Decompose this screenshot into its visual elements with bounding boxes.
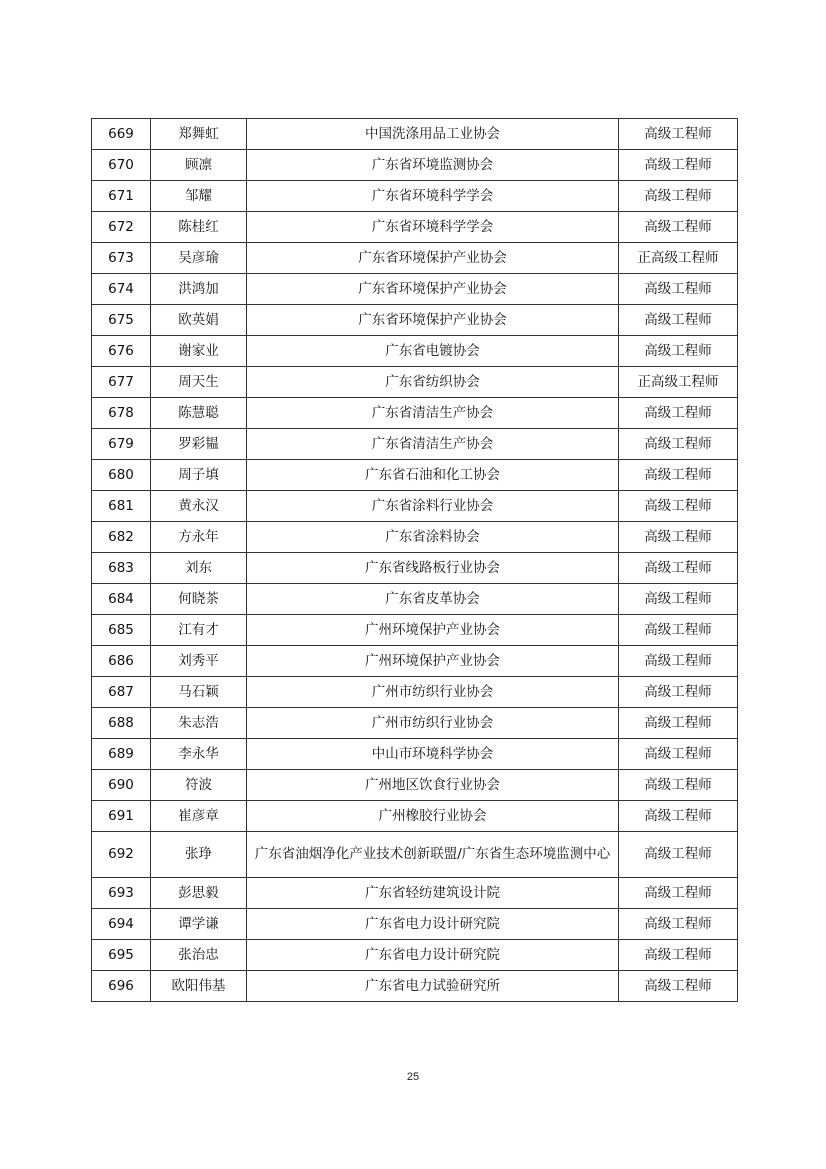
row-number-cell: 688	[92, 708, 151, 739]
person-name-cell: 洪鸿加	[151, 274, 247, 305]
table-row	[92, 878, 738, 909]
organization-cell: 广州环境保护产业协会	[247, 646, 619, 677]
table-row	[92, 646, 738, 677]
organization-cell: 广东省环境保护产业协会	[247, 243, 619, 274]
table-row	[92, 212, 738, 243]
person-name-cell: 欧阳伟基	[151, 971, 247, 1002]
table-row	[92, 801, 738, 832]
person-name-cell: 刘东	[151, 553, 247, 584]
page-number: 25	[406, 1071, 420, 1083]
organization-cell: 广州市纺织行业协会	[247, 708, 619, 739]
job-title-cell: 正高级工程师	[619, 367, 738, 398]
job-title-cell: 高级工程师	[619, 677, 738, 708]
organization-cell: 广东省涂料协会	[247, 522, 619, 553]
person-name-cell: 何晓茶	[151, 584, 247, 615]
row-number-cell: 683	[92, 553, 151, 584]
person-name-cell: 欧英娟	[151, 305, 247, 336]
person-name-cell: 周天生	[151, 367, 247, 398]
row-number-cell: 693	[92, 878, 151, 909]
table-row	[92, 909, 738, 940]
table-row	[92, 739, 738, 770]
person-name-cell: 张治忠	[151, 940, 247, 971]
row-number-cell: 684	[92, 584, 151, 615]
row-number-cell: 679	[92, 429, 151, 460]
table-row	[92, 429, 738, 460]
organization-cell: 广东省电力设计研究院	[247, 940, 619, 971]
row-number-cell: 674	[92, 274, 151, 305]
organization-cell: 广东省油烟净化产业技术创新联盟/广东省生态环境监测中心	[247, 832, 619, 878]
organization-cell: 广东省纺织协会	[247, 367, 619, 398]
row-number-cell: 694	[92, 909, 151, 940]
organization-cell: 中山市环境科学协会	[247, 739, 619, 770]
person-name-cell: 李永华	[151, 739, 247, 770]
job-title-cell: 高级工程师	[619, 770, 738, 801]
organization-cell: 广东省环境科学学会	[247, 181, 619, 212]
table-row	[92, 708, 738, 739]
person-name-cell: 刘秀平	[151, 646, 247, 677]
row-number-cell: 686	[92, 646, 151, 677]
row-number-cell: 687	[92, 677, 151, 708]
row-number-cell: 689	[92, 739, 151, 770]
row-number-cell: 680	[92, 460, 151, 491]
row-number-cell: 669	[92, 119, 151, 150]
organization-cell: 广东省电力设计研究院	[247, 909, 619, 940]
table-row	[92, 940, 738, 971]
organization-cell: 广东省电力试验研究所	[247, 971, 619, 1002]
job-title-cell: 高级工程师	[619, 491, 738, 522]
job-title-cell: 高级工程师	[619, 398, 738, 429]
table-row	[92, 119, 738, 150]
organization-cell: 广东省环境监测协会	[247, 150, 619, 181]
job-title-cell: 高级工程师	[619, 801, 738, 832]
row-number-cell: 672	[92, 212, 151, 243]
row-number-cell: 670	[92, 150, 151, 181]
organization-cell: 广东省清洁生产协会	[247, 398, 619, 429]
row-number-cell: 676	[92, 336, 151, 367]
row-number-cell: 685	[92, 615, 151, 646]
table-row	[92, 243, 738, 274]
job-title-cell: 高级工程师	[619, 212, 738, 243]
person-name-cell: 张琤	[151, 832, 247, 878]
organization-cell: 中国洗涤用品工业协会	[247, 119, 619, 150]
row-number-cell: 696	[92, 971, 151, 1002]
table-row	[92, 150, 738, 181]
job-title-cell: 高级工程师	[619, 909, 738, 940]
person-name-cell: 顾凛	[151, 150, 247, 181]
job-title-cell: 高级工程师	[619, 615, 738, 646]
organization-cell: 广东省石油和化工协会	[247, 460, 619, 491]
person-name-cell: 黄永汉	[151, 491, 247, 522]
job-title-cell: 高级工程师	[619, 274, 738, 305]
person-name-cell: 朱志浩	[151, 708, 247, 739]
person-name-cell: 罗彩韫	[151, 429, 247, 460]
organization-cell: 广东省皮革协会	[247, 584, 619, 615]
job-title-cell: 高级工程师	[619, 584, 738, 615]
job-title-cell: 高级工程师	[619, 832, 738, 878]
row-number-cell: 695	[92, 940, 151, 971]
job-title-cell: 高级工程师	[619, 429, 738, 460]
table-row	[92, 615, 738, 646]
table-row	[92, 305, 738, 336]
row-number-cell: 690	[92, 770, 151, 801]
table-row	[92, 584, 738, 615]
row-number-cell: 675	[92, 305, 151, 336]
organization-cell: 广东省线路板行业协会	[247, 553, 619, 584]
person-name-cell: 谭学谦	[151, 909, 247, 940]
table-row	[92, 971, 738, 1002]
table-row	[92, 398, 738, 429]
person-name-cell: 郑舞虹	[151, 119, 247, 150]
organization-cell: 广州环境保护产业协会	[247, 615, 619, 646]
table-row	[92, 336, 738, 367]
job-title-cell: 高级工程师	[619, 305, 738, 336]
job-title-cell: 高级工程师	[619, 646, 738, 677]
table-row	[92, 522, 738, 553]
row-number-cell: 678	[92, 398, 151, 429]
job-title-cell: 高级工程师	[619, 553, 738, 584]
organization-cell: 广东省环境保护产业协会	[247, 305, 619, 336]
person-name-cell: 陈慧聪	[151, 398, 247, 429]
person-name-cell: 周子填	[151, 460, 247, 491]
table-row	[92, 181, 738, 212]
table-row	[92, 832, 738, 878]
job-title-cell: 高级工程师	[619, 522, 738, 553]
organization-cell: 广东省电镀协会	[247, 336, 619, 367]
person-name-cell: 彭思毅	[151, 878, 247, 909]
person-name-cell: 谢家业	[151, 336, 247, 367]
table-row	[92, 367, 738, 398]
organization-cell: 广东省环境保护产业协会	[247, 274, 619, 305]
table-row	[92, 274, 738, 305]
row-number-cell: 682	[92, 522, 151, 553]
job-title-cell: 高级工程师	[619, 940, 738, 971]
organization-cell: 广州地区饮食行业协会	[247, 770, 619, 801]
table-row	[92, 770, 738, 801]
organization-cell: 广东省轻纺建筑设计院	[247, 878, 619, 909]
person-name-cell: 邹耀	[151, 181, 247, 212]
expert-roster-table	[91, 118, 738, 1002]
organization-cell: 广东省涂料行业协会	[247, 491, 619, 522]
job-title-cell: 高级工程师	[619, 119, 738, 150]
job-title-cell: 高级工程师	[619, 460, 738, 491]
job-title-cell: 高级工程师	[619, 739, 738, 770]
person-name-cell: 方永年	[151, 522, 247, 553]
organization-cell: 广东省清洁生产协会	[247, 429, 619, 460]
roster-table-body	[92, 119, 738, 1002]
row-number-cell: 671	[92, 181, 151, 212]
table-row	[92, 677, 738, 708]
job-title-cell: 高级工程师	[619, 878, 738, 909]
organization-cell: 广州橡胶行业协会	[247, 801, 619, 832]
job-title-cell: 高级工程师	[619, 150, 738, 181]
job-title-cell: 高级工程师	[619, 336, 738, 367]
organization-cell: 广州市纺织行业协会	[247, 677, 619, 708]
table-row	[92, 460, 738, 491]
job-title-cell: 高级工程师	[619, 708, 738, 739]
row-number-cell: 681	[92, 491, 151, 522]
person-name-cell: 吴彦瑜	[151, 243, 247, 274]
organization-cell: 广东省环境科学学会	[247, 212, 619, 243]
person-name-cell: 陈桂红	[151, 212, 247, 243]
job-title-cell: 高级工程师	[619, 181, 738, 212]
table-row	[92, 553, 738, 584]
job-title-cell: 高级工程师	[619, 971, 738, 1002]
row-number-cell: 691	[92, 801, 151, 832]
person-name-cell: 符波	[151, 770, 247, 801]
job-title-cell: 正高级工程师	[619, 243, 738, 274]
table-row	[92, 491, 738, 522]
row-number-cell: 677	[92, 367, 151, 398]
row-number-cell: 692	[92, 832, 151, 878]
person-name-cell: 崔彦章	[151, 801, 247, 832]
row-number-cell: 673	[92, 243, 151, 274]
person-name-cell: 马石颖	[151, 677, 247, 708]
person-name-cell: 江有才	[151, 615, 247, 646]
